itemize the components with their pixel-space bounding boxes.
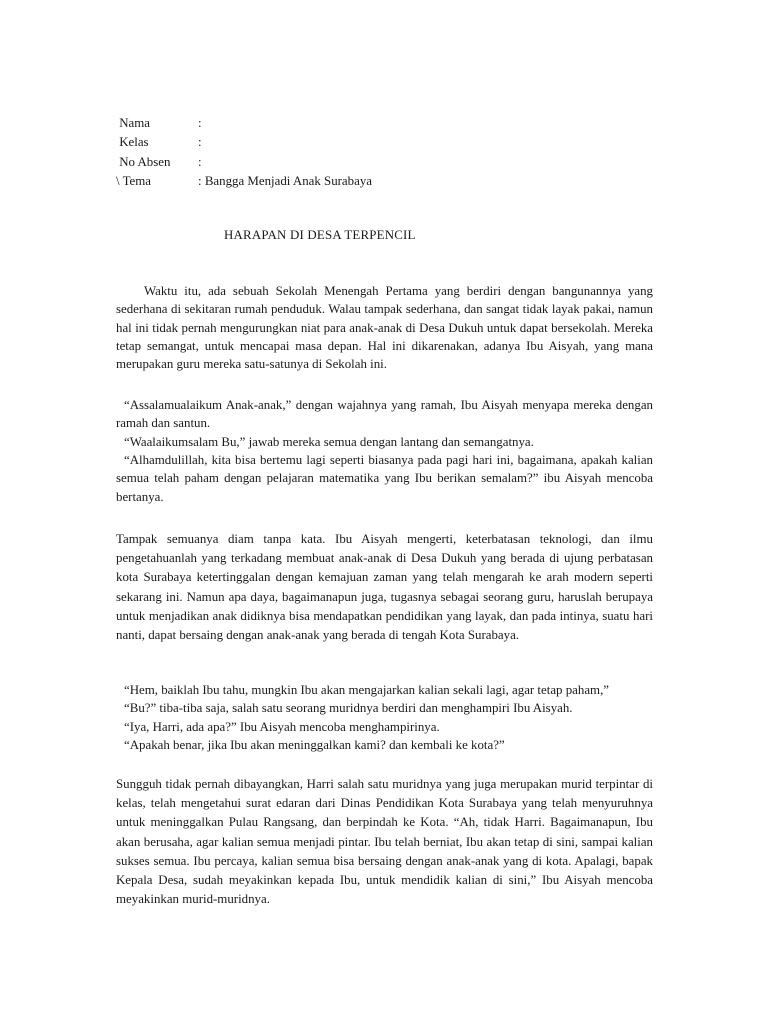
dialogue-teacher-response: “Iya, Harri, ada apa?” Ibu Aisyah mencoba menghampirinya. [124,719,440,734]
name-separator: : [198,116,202,130]
dialogue-student-call: “Bu?” tiba-tiba saja, salah satu seorang muridnya berdiri dan menghampiri Ibu Aisyah. [124,701,573,716]
paragraph-opening-block [116,282,653,374]
class-separator: : [198,135,202,150]
theme-label: \ Tema [116,173,152,188]
dialogue-teacher: “Hem, baiklah Ibu tahu, mungkin Ibu akan mengajarkan kalian sekali lagi, agar tetap paham,” [124,683,610,697]
dialogue-greeting: “Assalamualaikum Anak-anak,” dengan wajahnya yang ramah, Ibu Aisyah menyapa mereka dengan ramah dan santun. [116,398,653,431]
paragraph-closing: Sungguh tidak pernah dibayangkan, Harri salah satu muridnya yang juga merupakan murid terpintar di kelas, telah mengetahui surat edaran dari Dinas Pendidikan Kota Surabaya yang telah menyuruhnya untuk meninggalkan Pulau Rangsang, dan berpindah ke Kota. “Ah, tidak Harri. Bagaimanapun, Ibu akan berusaha, agar kalian semua menjadi pintar. Ibu telah berniat, Ibu akan tetap di sini, sampai kalian sukses semua. Ibu percaya, kalian semua bisa bersaing dengan anak-anak yang di kota. Apalagi, bapak Kepala Desa, sudah meyakinkan kepada Ibu, untuk mendidik kalian di sini,” Ibu Aisyah mencoba meyakinkan murid-muridnya. [116,777,653,907]
story-title: HARAPAN DI DESA TERPENCIL [224,228,416,242]
paragraph-closing-block [116,775,653,909]
dialogue-student-question: “Apakah benar, jika Ibu akan meninggalkan kami? dan kembali ke kota?” [124,737,505,752]
name-label: Nama [116,116,151,130]
paragraph-silence-block [116,530,653,645]
dialogue-question: “Alhamdulillah, kita bisa bertemu lagi seperti biasanya pada pagi hari ini, bagaimana, apakah kalian semua telah paham dengan pelajaran matematika yang Ibu berikan semalam?” ibu Aisyah mencoba bertanya. [116,452,653,504]
identity-row-absen [116,153,436,172]
identity-block [116,114,436,191]
identity-row-nama [116,114,436,133]
identity-row-tema [116,172,436,191]
theme-value: Bangga Menjadi Anak Surabaya [201,173,372,188]
dialogue-reply: “Waalaikumsalam Bu,” jawab mereka semua dengan lantang dan semangatnya. [124,434,534,449]
paragraph-silence: Tampak semuanya diam tanpa kata. Ibu Aisyah mengerti, keterbatasan teknologi, dan ilmu pengetahuanlah yang terkadang membuat anak-anak di Desa Dukuh yang berada di ujung perbatasan kota Surabaya ketertinggalan dengan kemajuan zaman yang telah mengarah ke arah modern seperti sekarang ini. Namun apa daya, bagaimanapun juga, tugasnya sebagai seorang guru, haruslah berupaya untuk menjadikan anak didiknya bisa mendapatkan pendidikan yang layak, dan pada intinya, suatu hari nanti, dapat bersaing dengan anak-anak yang berada di tengah Kota Surabaya. [116,532,653,643]
identity-row-kelas [116,133,436,152]
paragraph-opening: Waktu itu, ada sebuah Sekolah Menengah Pertama yang berdiri dengan bangunannya yang sederhana di sekitaran rumah penduduk. Walau tampak sederhana, dan sangat tidak layak pakai, namun hal ini tidak pernah mengurungkan niat para anak-anak di Desa Dukuh untuk dapat bersekolah. Mereka tetap semangat, untuk mencapai masa depan. Hal ini dikarenakan, adanya Ibu Aisyah, yang mana merupakan guru mereka satu-satunya di Sekolah ini. [116,284,653,372]
absen-separator: : [198,154,202,169]
dialogue-block-2 [116,681,653,754]
theme-separator: : [198,173,202,188]
class-label: Kelas [116,135,149,150]
dialogue-block-1 [116,396,653,506]
absen-label: No Absen [116,154,171,169]
